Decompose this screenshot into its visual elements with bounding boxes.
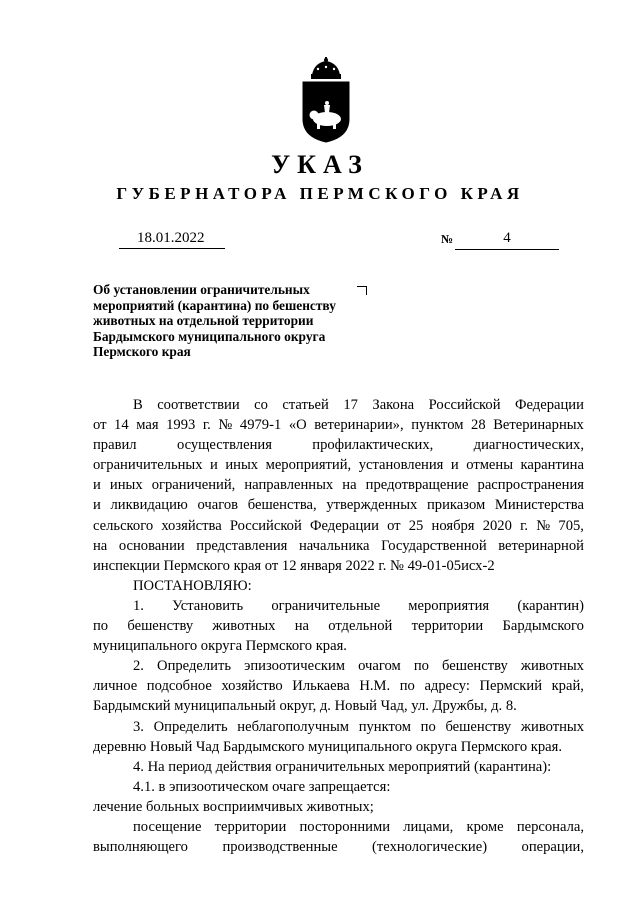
text-line xyxy=(93,455,584,475)
text-line: 4.1. в эпизоотическом очаге запрещается: xyxy=(133,778,391,795)
word: 2. xyxy=(133,658,144,675)
word: операции, xyxy=(521,839,584,856)
crown-icon xyxy=(311,57,341,79)
text-line: муниципального округа Пермского края. xyxy=(93,638,347,655)
word: статьей xyxy=(282,397,329,413)
word: по xyxy=(93,618,109,635)
word: г. xyxy=(520,517,529,534)
text-line xyxy=(93,495,584,515)
word: В xyxy=(133,397,143,413)
word: ограничительные xyxy=(271,597,381,614)
text-line xyxy=(93,415,584,435)
subject-line: животных на отдельной территории xyxy=(93,313,314,329)
word: № xyxy=(218,417,233,434)
text-line: Бардымский муниципальный округ, д. Новый Чад, ул. Дружбы, д. 8. xyxy=(93,698,517,715)
word: Илькаева xyxy=(292,678,350,695)
word: и xyxy=(93,497,101,514)
word: ликвидацию xyxy=(110,497,188,514)
text-line xyxy=(93,435,584,455)
word: Установить xyxy=(172,597,244,614)
word: животных xyxy=(520,658,584,675)
subject-line: Бардымского муниципального округа xyxy=(93,328,326,344)
number-label: № xyxy=(441,232,454,246)
word: выполняющего xyxy=(93,839,188,856)
decree-number: 4 xyxy=(455,229,559,250)
word: Министерства xyxy=(494,497,584,514)
word: эпизоотическим xyxy=(244,658,346,675)
word: ограничительных xyxy=(93,457,203,474)
word: 1993 xyxy=(166,417,196,434)
word: кроме xyxy=(466,818,504,835)
word: ограничений, xyxy=(151,477,236,494)
word: лицами, xyxy=(403,818,454,835)
text-line xyxy=(93,475,584,495)
word: бешенству xyxy=(442,658,508,675)
word: 28 xyxy=(471,417,486,434)
text-line: деревню Новый Чад Бардымского муниципального округа Пермского края. xyxy=(93,738,563,755)
word: распространения xyxy=(477,477,584,494)
word: 25 xyxy=(408,517,424,534)
word: очагом xyxy=(358,658,401,675)
word: ветеринарной xyxy=(498,537,584,554)
word: № xyxy=(536,517,551,534)
coat-of-arms-icon xyxy=(300,57,352,143)
text-line xyxy=(93,817,584,837)
word: производственные xyxy=(222,839,338,856)
word: ветеринарии», xyxy=(314,417,404,434)
word: личное xyxy=(93,678,138,695)
word: «О xyxy=(288,417,307,434)
word: отдельной xyxy=(328,618,393,635)
subject-line: Об установлении ограничительных xyxy=(93,282,310,297)
word: очагов xyxy=(197,497,239,514)
text-line xyxy=(93,536,584,556)
word: адресу: xyxy=(424,678,470,695)
word: по xyxy=(399,678,415,695)
word: и xyxy=(210,457,218,474)
word: территории xyxy=(411,618,484,635)
word: животных xyxy=(520,718,584,735)
word: соответствии xyxy=(157,397,240,413)
word: от xyxy=(387,517,401,534)
text-line xyxy=(93,717,584,737)
word: основании xyxy=(118,537,185,554)
text-line xyxy=(93,596,584,616)
word: и xyxy=(93,477,101,494)
word: бешенства, xyxy=(247,497,317,514)
word: 3. xyxy=(133,718,144,735)
word: хозяйство xyxy=(221,678,283,695)
word: по xyxy=(420,718,436,735)
word: иных xyxy=(225,457,259,474)
decree-subject xyxy=(93,282,336,360)
word: от xyxy=(93,417,107,434)
word: Федерации xyxy=(514,397,584,413)
word: Государственной xyxy=(381,537,487,554)
word: посторонними xyxy=(299,818,390,835)
word: и xyxy=(450,457,459,474)
word: (технологические) xyxy=(372,839,488,856)
word: посещение xyxy=(133,818,202,835)
word: бешенству xyxy=(445,718,512,735)
word: на xyxy=(342,477,357,494)
corner-bracket xyxy=(357,286,367,295)
word: сельского xyxy=(93,517,154,534)
word: Определить xyxy=(157,658,231,675)
word: хозяйства xyxy=(161,517,222,534)
word: 14 xyxy=(114,417,129,434)
word: край, xyxy=(551,678,584,695)
word: Н.М. xyxy=(359,678,391,695)
text-line: инспекции Пермского края от 12 января 2022 г. № 49-01-05исх-2 xyxy=(93,557,495,574)
word: бешенству xyxy=(127,618,194,635)
word: отмены xyxy=(466,457,514,474)
word: 2020 xyxy=(482,517,512,534)
word: г. xyxy=(202,417,211,434)
word: пунктом xyxy=(358,718,411,735)
text-line xyxy=(93,516,584,536)
word: установления xyxy=(358,457,444,474)
word: начальника xyxy=(298,537,370,554)
word: Ветеринарных xyxy=(493,417,584,434)
decree-date: 18.01.2022 xyxy=(119,229,225,249)
word: животных xyxy=(212,618,276,635)
text-line xyxy=(93,616,584,636)
word: (карантин) xyxy=(517,597,584,614)
word: 17 xyxy=(343,397,358,413)
word: направленных xyxy=(244,477,334,494)
word: карантина xyxy=(520,457,584,474)
word: подсобное xyxy=(146,678,212,695)
text-line xyxy=(93,656,584,676)
word: Российской xyxy=(428,397,501,413)
text-line xyxy=(93,837,584,857)
word: утвержденных xyxy=(326,497,418,514)
word: 705, xyxy=(558,517,584,534)
word: 1. xyxy=(133,597,144,614)
decree-body xyxy=(93,395,584,857)
word: иных xyxy=(109,477,143,494)
text-line: 4. На период действия ограничительных мероприятий (карантина): xyxy=(133,758,552,775)
word: на xyxy=(294,618,310,635)
word: диагностических, xyxy=(473,437,584,454)
text-line xyxy=(93,676,584,696)
word: представления xyxy=(196,537,288,554)
word: Пермский xyxy=(479,678,543,695)
word: со xyxy=(254,397,268,413)
word: Бардымского xyxy=(502,618,584,635)
word: приказом xyxy=(427,497,486,514)
word: мероприятий, xyxy=(265,457,352,474)
word: мероприятия xyxy=(408,597,490,614)
word: Российской xyxy=(229,517,302,534)
word: предотвращение xyxy=(365,477,469,494)
issuer-title: ГУБЕРНАТОРА ПЕРМСКОГО КРАЯ xyxy=(116,184,524,203)
word: профилактических, xyxy=(312,437,434,454)
text-line xyxy=(93,395,584,415)
word: на xyxy=(93,537,108,554)
word: Федерации xyxy=(309,517,379,534)
word: неблагополучным xyxy=(237,718,350,735)
word: пунктом xyxy=(411,417,464,434)
text-line: лечение больных восприимчивых животных; xyxy=(93,798,374,815)
word: мая xyxy=(136,417,159,434)
word: территории xyxy=(214,818,287,835)
word: ноября xyxy=(431,517,475,534)
word: по xyxy=(413,658,429,675)
document-type-title: УКАЗ xyxy=(271,150,369,179)
subject-line: мероприятий (карантина) по бешенству xyxy=(93,297,336,313)
subject-line: Пермского края xyxy=(93,344,191,360)
word: правил xyxy=(93,437,137,454)
word: персонала, xyxy=(516,818,584,835)
word: 4979-1 xyxy=(239,417,282,434)
word: Закона xyxy=(372,397,415,413)
word: Определить xyxy=(153,718,228,735)
decree-word: ПОСТАНОВЛЯЮ: xyxy=(133,577,252,594)
word: осуществления xyxy=(176,437,272,454)
